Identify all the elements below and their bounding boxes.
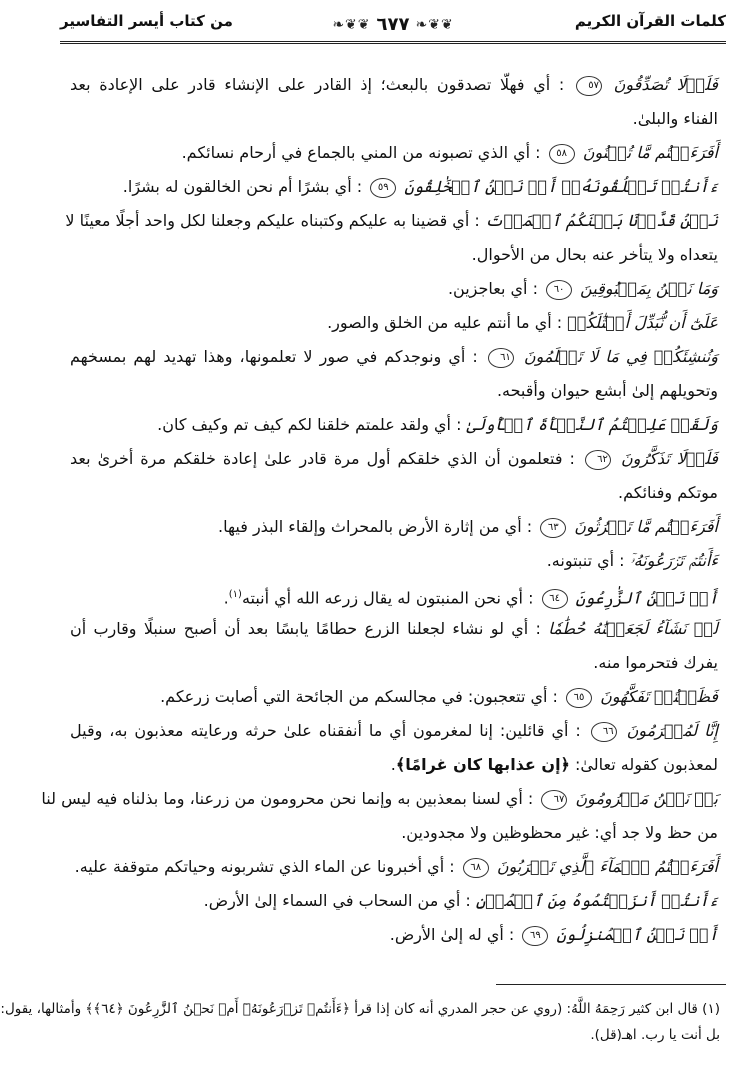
explanation-text: من حظ ولا جد أي: غير محظوظين ولا مجدودين. [401,823,718,842]
header-divider [60,41,726,44]
page-header [60,12,726,44]
text-line [70,680,718,714]
quran-phrase: وَلَقَدۡ عَلِمۡتُمُ ٱلنَّشۡأَةَ ٱلۡأُولَىٰ [466,415,718,434]
explanation-text: يفرك فتحرموا منه. [593,653,718,672]
text-line [70,918,718,952]
explanation-text: : أي فهلّا تصدقون بالبعث؛ إذ القادر على الإنشاء قادر على الإعادة بعد [70,75,565,94]
explanation-text: : فتعلمون أن الذي خلقكم أول مرة قادر علىٰ إعادة خلقكم مرة أخرىٰ بعد [70,449,575,468]
ornament-right-icon: ❧❦❦ [415,16,454,33]
page-number: ٦٧٧ [376,14,410,35]
quran-phrase: ءَأَنتُمۡ تَزۡرَعُونَهُۥٓ [629,551,718,570]
text-line [65,204,718,238]
text-line [70,612,718,646]
quran-phrase: بَلۡ نَحۡنُ مَحۡرُومُونَ [575,789,718,808]
footnote-line: (١) قال ابن كثير رَحِمَهُ اللَّهُ: (روي عن حجر المدري أنه كان إذا قرأ ﴿ءَأَنتُمۡ تَزۡرَعُونَهُۥٓ أَمۡ نَحۡنُ ٱلزَّٰرِعُونَ ﴿٦٤﴾﴾ وأمثالها، يقول: [0,1001,720,1017]
explanation-text: : أي تتعجبون: في مجالسكم من الجائحة التي أصابت زرعكم. [160,687,558,706]
footnote-line: بل أنت يا رب. اهـ(قل). [590,1027,720,1043]
explanation-text: : أي بعاجزين. [447,279,538,298]
verse-number-icon: ٦٦ [591,722,617,742]
page-number-block [332,14,453,35]
text-line [70,102,718,136]
verse-number-icon: ٦٧ [541,790,567,810]
footnote-divider [496,984,726,985]
quran-phrase: فَظَلۡتُمۡ تَفَكَّهُونَ [600,687,718,706]
verse-number-icon: ٦٣ [540,518,566,538]
quran-phrase: ءَأَنتُمۡ تَخۡلُقُونَهُۥٓ أَمۡ نَحۡنُ ٱلۡخَٰلِقُونَ [404,177,718,196]
quran-phrase: لَوۡ نَشَآءُ لَجَعَلۡنَٰهُ حُطَٰمٗا [548,619,719,638]
explanation-text: : أي ما أنتم عليه من الخلق والصور. [327,313,563,332]
verse-number-icon: ٥٧ [576,76,602,96]
text-line [70,714,718,748]
verse-number-icon: ٦٢ [585,450,611,470]
text-line [70,238,718,272]
source-title: من كتاب أيسر التفاسير [60,12,233,30]
quran-phrase: وَنُنشِئَكُمۡ فِي مَا لَا تَعۡلَمُونَ [523,347,719,366]
text-line [70,170,718,204]
text-line [70,748,718,782]
explanation-text: وتحويلهم إلىٰ أبشع حيوان وأقبحه. [496,381,718,400]
quran-quote: ﴿إن عذابها كان غرامًا﴾ [395,755,570,774]
explanation-text: : أي تنبتونه. [546,551,625,570]
main-text [41,68,719,952]
quran-phrase: أَفَرَءَيۡتُم مَّا تُمۡنُونَ [582,143,718,162]
explanation-text: يتعداه ولا يتأخر عنه بحال من الأحوال. [471,245,718,264]
text-line [70,850,718,884]
book-title: كلمات القرآن الكريم [574,12,726,30]
text-line [70,816,718,850]
explanation-text: : أي ولقد علمتم خلقنا لكم كيف تم وكيف كان. [157,415,462,434]
footnote-marker: (١) [228,589,242,600]
text-line [70,476,718,510]
ornament-left-icon: ❧❦❦ [332,16,371,33]
text-line [70,68,718,102]
quran-phrase: نَحۡنُ قَدَّرۡنَا بَيۡنَكُمُ ٱلۡمَوۡتَ [484,211,718,230]
verse-number-icon: ٦١ [488,348,514,368]
quran-phrase: ءَأَنتُمۡ أَنزَلۡتُمُوهُ مِنَ ٱلۡمُزۡنِ [475,891,718,910]
explanation-text: : أي قضينا به عليكم وكتبناه عليكم وجعلنا لكل واحد أجلًا معينًا لا [65,211,480,230]
text-line [70,374,718,408]
text-line [70,306,718,340]
verse-number-icon: ٦٥ [566,688,592,708]
explanation-text: : أي بشرًا أم نحن الخالقون له بشرًا. [122,177,363,196]
quran-phrase: عَلَىٰٓ أَن نُّبَدِّلَ أَمۡثَٰلَكُمۡ [567,313,718,332]
text-line [70,510,718,544]
text-line [70,136,718,170]
explanation-text: موتكم وفنائكم. [618,483,718,502]
explanation-text: : أي من إثارة الأرض بالمحراث وإلقاء البذر فيها. [218,517,533,536]
text-line [70,442,718,476]
quran-phrase: إِنَّا لَمُغۡرَمُونَ [626,721,718,740]
verse-number-icon: ٦٤ [542,589,568,609]
punctuation: . [390,755,396,774]
explanation-text: : أي قائلين: إنا لمغرمون أي ما أنفقناه علىٰ حرثه ورعايته معذبون به، وقيل [70,721,581,740]
quran-phrase: فَلَوۡلَا تَذَكَّرُونَ [620,449,719,468]
explanation-text: : أي ونوجدكم في صور لا تعلمونها، وهذا تهديد لهم بمسخهم [70,347,478,366]
verse-number-icon: ٦٩ [522,926,548,946]
explanation-text: : أي أخبرونا عن الماء الذي تشربونه وحياتكم متوقفة عليه. [74,857,455,876]
text-line [70,884,718,918]
verse-number-icon: ٥٨ [549,144,575,164]
punctuation: . [223,588,229,608]
footnotes [0,996,720,1048]
text-line [70,544,718,578]
explanation-text: الفناء والبلىٰ. [632,109,718,128]
explanation-text: : أي نحن المنبتون له يقال زرعه الله أي أنبته [241,588,534,608]
quran-phrase: أَفَرَءَيۡتُمُ ٱلۡمَآءَ ٱلَّذِي تَشۡرَبُونَ [496,857,718,876]
quran-phrase: أَفَرَءَيۡتُم مَّا تَحۡرُثُونَ [574,517,718,536]
text-line [70,646,718,680]
explanation-text: : أي الذي تصبونه من المني بالجماع في أرحام نسائكم. [181,143,541,162]
verse-number-icon: ٥٩ [370,178,396,198]
quran-phrase: فَلَوۡلَا تُصَدِّقُونَ [613,75,719,94]
explanation-text: : أي له إلىٰ الأرض. [389,925,515,944]
verse-number-icon: ٦٨ [463,858,489,878]
explanation-text: لمعذبون كقوله تعالىٰ: [575,755,718,774]
explanation-text: : أي لو نشاء لجعلنا الزرع حطامًا يابسًا بعد أن أصبح سنبلًا وقارب أن [70,619,541,638]
quran-phrase: أَمۡ نَحۡنُ ٱلۡمُنزِلُونَ [556,925,718,944]
explanation-text: : أي لسنا بمعذبين به وإنما نحن محرومون من زرعنا، وما بذلناه فيه ليس لنا [41,789,534,808]
text-line [70,272,718,306]
text-line [70,408,718,442]
quran-phrase: أَمۡ نَحۡنُ ٱلزَّٰرِعُونَ [575,588,718,608]
verse-number-icon: ٦٠ [546,280,572,300]
explanation-text: : أي من السحاب في السماء إلىٰ الأرض. [203,891,471,910]
text-line [70,578,718,612]
quran-phrase: وَمَا نَحۡنُ بِمَسۡبُوقِينَ [580,279,718,298]
text-line [70,340,718,374]
text-line [41,782,718,816]
